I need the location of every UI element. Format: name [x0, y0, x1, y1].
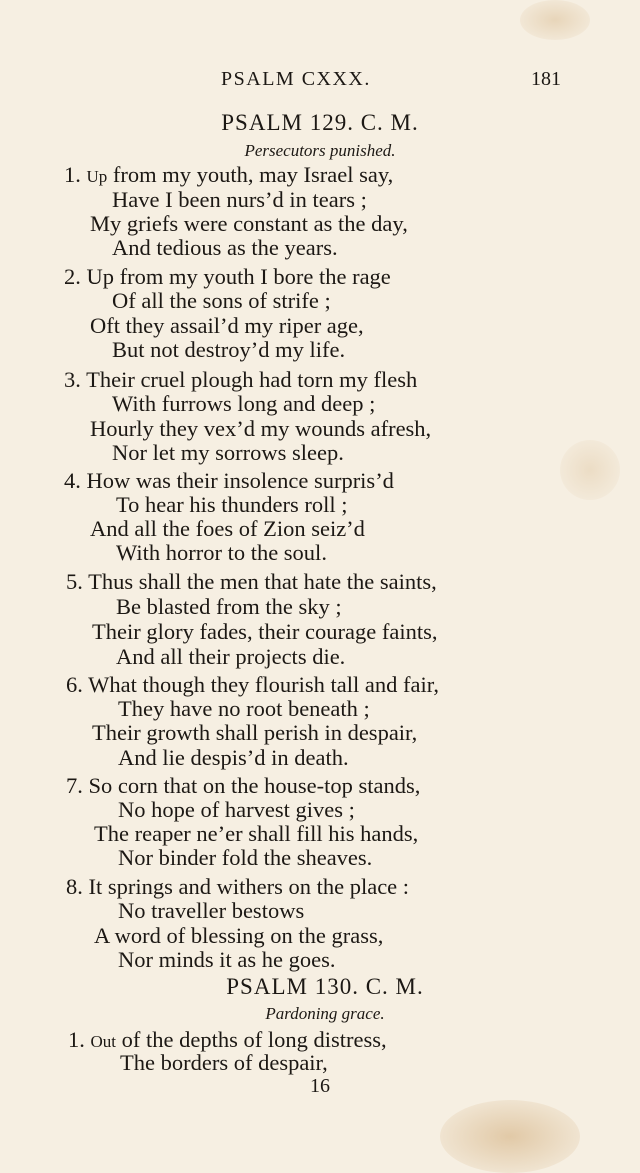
line-text: So corn that on the house-top stands, [88, 773, 421, 798]
stanza-4-line-1 [64, 470, 394, 493]
psalm-130-subtitle: Pardoning grace. [265, 1004, 385, 1023]
verse-number: 6. [66, 672, 83, 697]
line-text: Their cruel plough had torn my flesh [86, 367, 418, 392]
stanza-2-line-1 [64, 266, 391, 289]
stanza-4-line-2: To hear his thunders roll ; [116, 492, 348, 517]
stanza-2-line-2: Of all the sons of strife ; [112, 288, 331, 313]
stanza-5-line-2: Be blasted from the sky ; [116, 594, 342, 619]
stanza-4-line-4: With horror to the soul. [116, 540, 327, 565]
verse-number: 7. [66, 773, 83, 798]
line-text: How was their insolence surpris’d [86, 468, 394, 493]
psalm-130-title: PSALM 130. C. M. [226, 974, 424, 999]
stanza-5-line-3: Their glory fades, their courage faints, [92, 619, 438, 644]
line-text: from my youth, may Israel say, [107, 162, 394, 187]
line-text: What though they flourish tall and fair, [88, 672, 439, 697]
page-number: 181 [531, 68, 561, 90]
verse-number: 2. [64, 264, 81, 289]
stanza-7-line-1 [66, 775, 420, 798]
line-text: It springs and withers on the place : [88, 874, 410, 899]
stanza-3-line-3: Hourly they vex’d my wounds afresh, [90, 416, 432, 441]
first-word: Out [90, 1032, 116, 1051]
stanza-2-line-4: But not destroy’d my life. [112, 337, 346, 362]
stanza-5-line-4: And all their projects die. [116, 644, 346, 669]
stanza-3-line-1 [64, 369, 417, 392]
stanza-7-line-4: Nor binder fold the sheaves. [118, 845, 373, 870]
verse-number: 1. [64, 162, 81, 187]
verse-number: 5. [66, 569, 83, 594]
verse-number: 4. [64, 468, 81, 493]
verse-number: 8. [66, 874, 83, 899]
verse-number: 1. [68, 1027, 85, 1052]
stanza-5-line-1 [66, 571, 437, 594]
line-text: of the depths of long distress, [116, 1027, 387, 1052]
running-head [0, 68, 640, 92]
stanza-1-line-2: Have I been nurs’d in tears ; [112, 187, 367, 212]
psalm-129-title: PSALM 129. C. M. [221, 110, 419, 135]
stanza-8-line-4: Nor minds it as he goes. [118, 947, 336, 972]
stanza-6-line-3: Their growth shall perish in despair, [92, 720, 418, 745]
stanza-1-line-3: My griefs were constant as the day, [90, 211, 408, 236]
stanza-1-line-4: And tedious as the years. [112, 235, 338, 260]
stanza-8-line-2: No traveller bestows [118, 898, 305, 923]
psalm-130-stanza-1-line-1 [68, 1029, 387, 1052]
stanza-6-line-2: They have no root beneath ; [118, 696, 370, 721]
stanza-7-line-3: The reaper ne’er shall fill his hands, [94, 821, 419, 846]
first-word: Up [86, 167, 108, 186]
stanza-8-line-1 [66, 876, 409, 899]
foxing-stain [520, 0, 590, 40]
stanza-4-line-3: And all the foes of Zion seiz’d [90, 516, 365, 541]
verse-number: 3. [64, 367, 81, 392]
stanza-7-line-2: No hope of harvest gives ; [118, 797, 355, 822]
stanza-6-line-4: And lie despis’d in death. [118, 745, 349, 770]
psalm-129-subtitle: Persecutors punished. [244, 141, 396, 160]
line-text: Up from my youth I bore the rage [86, 264, 391, 289]
signature-mark: 16 [310, 1075, 330, 1097]
stanza-3-line-2: With furrows long and deep ; [112, 391, 376, 416]
psalm-130-stanza-1-line-2: The borders of despair, [120, 1050, 328, 1075]
foxing-stain [440, 1100, 580, 1173]
stanza-1-line-1 [64, 164, 393, 187]
stanza-8-line-3: A word of blessing on the grass, [94, 923, 384, 948]
stanza-3-line-4: Nor let my sorrows sleep. [112, 440, 344, 465]
stanza-2-line-3: Oft they assail’d my riper age, [90, 313, 364, 338]
line-text: Thus shall the men that hate the saints, [88, 569, 437, 594]
running-title: PSALM CXXX. [221, 68, 371, 90]
stanza-6-line-1 [66, 674, 439, 697]
foxing-stain [560, 440, 620, 500]
